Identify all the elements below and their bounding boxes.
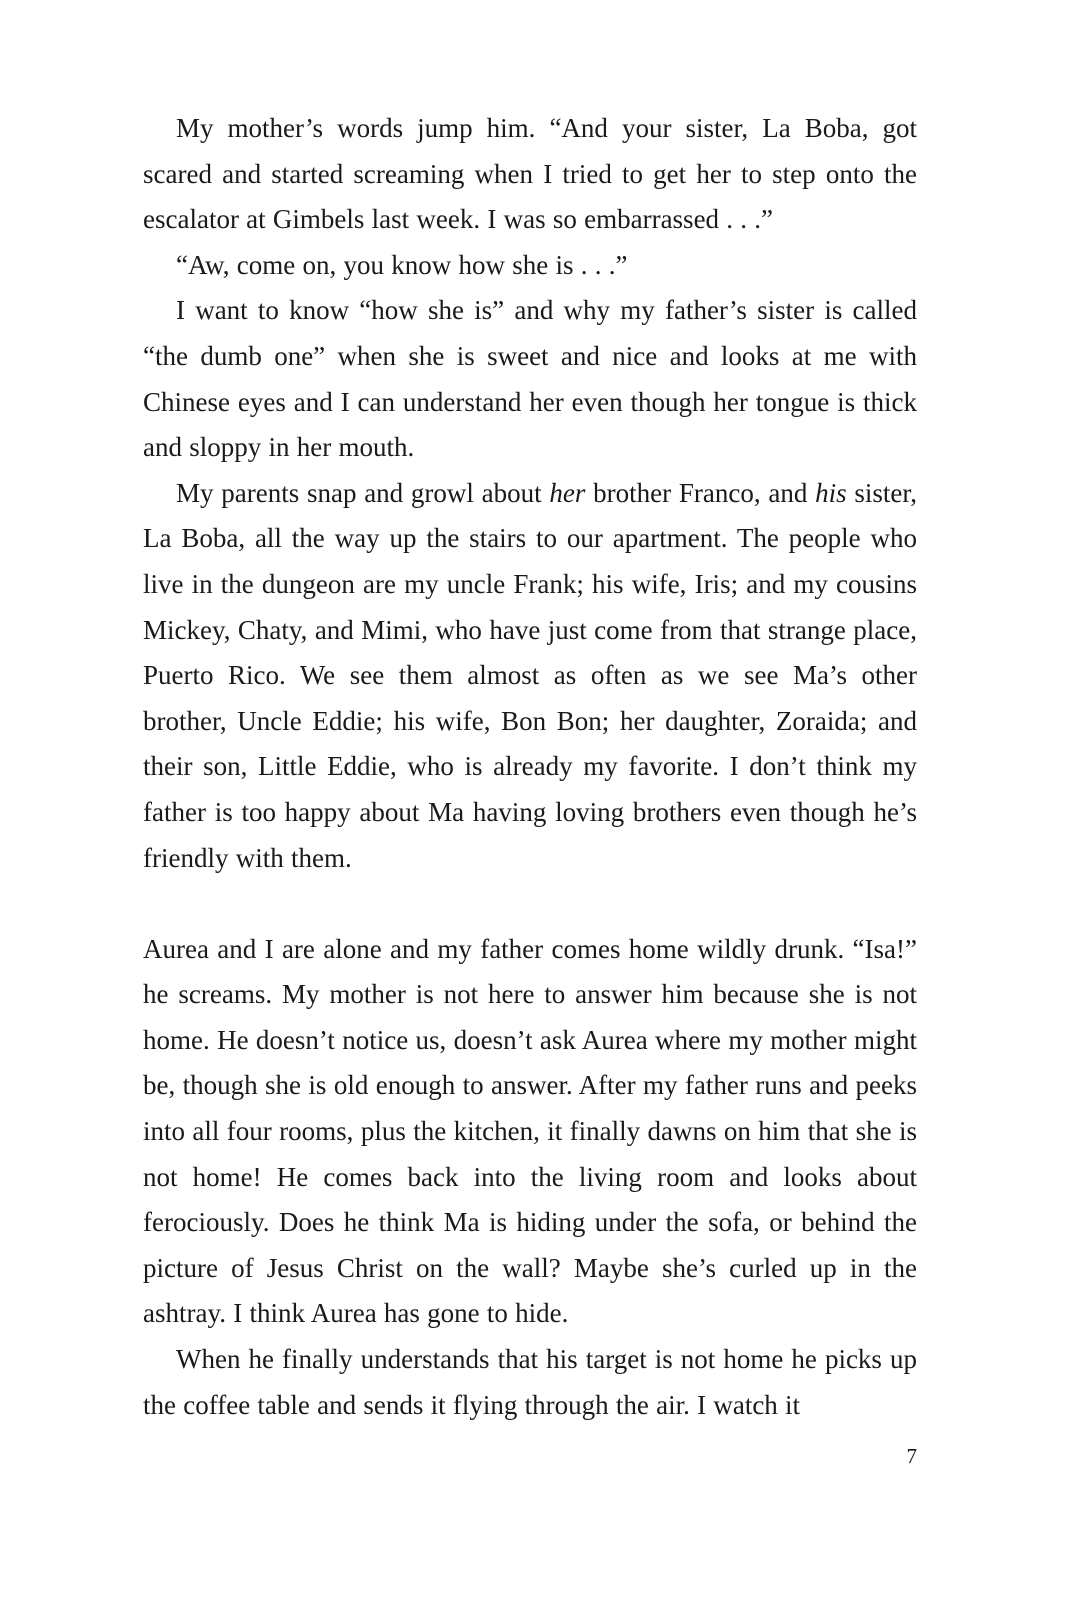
paragraph — [143, 288, 917, 470]
section-break — [143, 881, 917, 927]
text-segment: When he finally understands that his target is not home he picks up the coffee table and sends it flying through the air. I watch it — [143, 1344, 917, 1420]
italic-text: her — [549, 477, 586, 508]
body-text — [143, 106, 917, 1428]
text-segment: Aurea and I are alone and my father comes home wildly drunk. “Isa!” he screams. My mother is not here to answer him because she is not home. He doesn’t notice us, doesn’t ask Aurea where my mother might be, though she is old enough to answer. After my father runs and peeks into all four rooms, plus the kitchen, it finally dawns on him that she is not home! He comes back into the living room and looks about ferociously. Does he think Ma is hiding under the sofa, or behind the picture of Jesus Christ on the wall? Maybe she’s curled up in the ashtray. I think Aurea has gone to hide. — [143, 933, 917, 1329]
text-segment: brother Franco, and — [585, 477, 816, 508]
text-segment: My mother’s words jump him. “And your sister, La Boba, got scared and started screaming when I tried to get her to step onto the escalator at Gimbels last week. I was so embarrassed . . .” — [143, 113, 917, 235]
paragraph — [143, 927, 917, 1337]
italic-text: his — [815, 477, 847, 508]
text-segment: “Aw, come on, you know how she is . . .” — [176, 249, 628, 280]
paragraph — [143, 1337, 917, 1428]
text-segment: sister, La Boba, all the way up the stairs to our apartment. The people who live in the dungeon are my uncle Frank; his wife, Iris; and my cousins Mickey, Chaty, and Mimi, who have just come from that strange place, Puerto Rico. We see them almost as often as we see Ma’s other brother, Uncle Eddie; his wife, Bon Bon; her daughter, Zoraida; and their son, Little Eddie, who is already my favorite. I don’t think my father is too happy about Ma having loving brothers even though he’s friendly with them. — [143, 477, 917, 873]
paragraph — [143, 471, 917, 881]
page-number: 7 — [906, 1444, 917, 1468]
paragraph — [143, 106, 917, 243]
paragraph — [143, 243, 917, 289]
text-segment: My parents snap and growl about — [176, 477, 550, 508]
text-segment: I want to know “how she is” and why my father’s sister is called “the dumb one” when she is sweet and nice and looks at me with Chinese eyes and I can understand her even though her tongue is thick and sloppy in her mouth. — [143, 295, 917, 463]
